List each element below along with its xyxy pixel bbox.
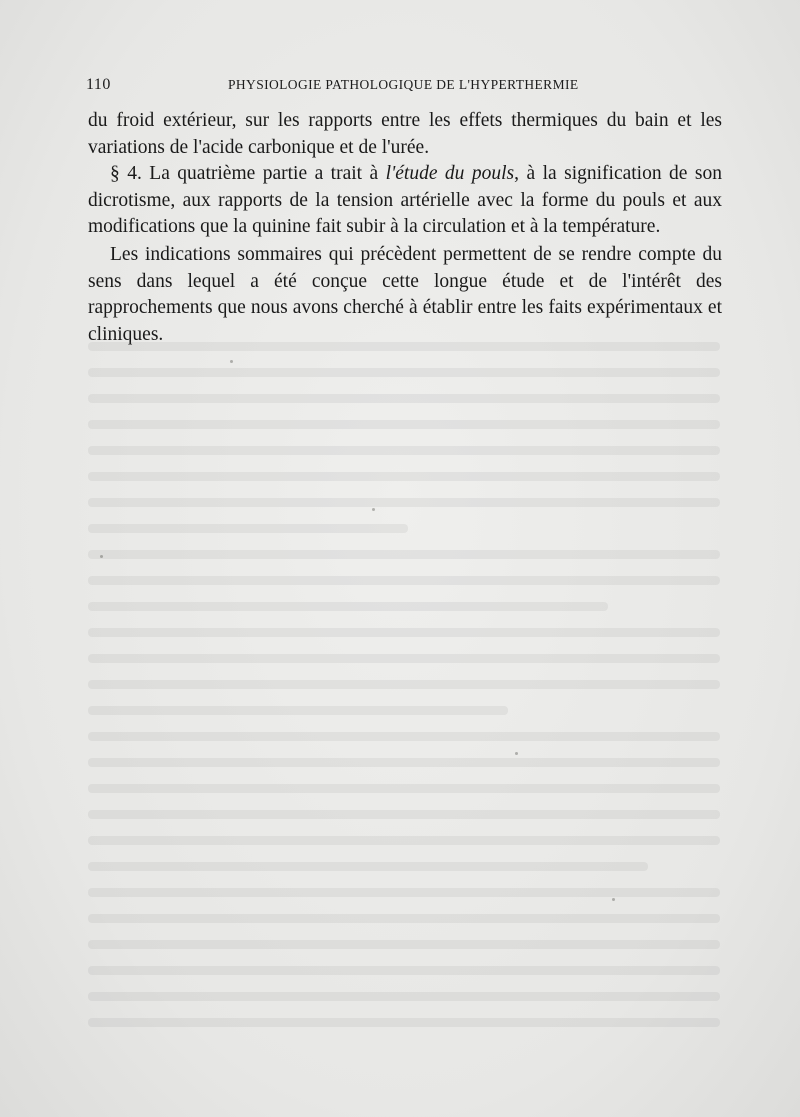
bleed-line <box>88 706 508 715</box>
bleed-line <box>88 420 720 429</box>
bleed-line <box>88 576 720 585</box>
bleed-line <box>88 498 720 507</box>
bleed-line <box>88 628 720 637</box>
bleed-line <box>88 784 720 793</box>
bleed-line <box>88 914 720 923</box>
bleed-line <box>88 472 720 481</box>
paragraph-conclusion: Les indications sommaires qui précèdent permettent de se rendre compte du sens dans lequel a été conçue cette longue étude et de l'intérêt des rapprochements que nous avons cherché à établir entre les faits expérimentaux et cliniques. <box>88 243 722 345</box>
bleed-line <box>88 524 408 533</box>
bleed-line <box>88 654 720 663</box>
bleed-line <box>88 602 608 611</box>
running-head <box>86 76 722 98</box>
page-number: 110 <box>86 76 111 93</box>
body-text <box>88 108 722 348</box>
bleed-line <box>88 1018 720 1027</box>
bleed-line <box>88 732 720 741</box>
bleed-line <box>88 550 720 559</box>
paragraph-section-4-end: , à la signification de son dicrotisme, aux rapports de la tension artérielle avec la forme du pouls et aux modifications que la quinine fait subir à la circulation et à la température. <box>88 163 722 238</box>
paper-speck <box>230 360 233 363</box>
bleed-line <box>88 836 720 845</box>
bleed-line <box>88 992 720 1001</box>
bleed-line <box>88 394 720 403</box>
paragraph-section-4-start: § 4. La quatrième partie a trait à <box>110 163 386 185</box>
bleed-line <box>88 888 720 897</box>
bleed-line <box>88 680 720 689</box>
paper-speck <box>372 508 375 511</box>
paragraph-continuation: du froid extérieur, sur les rapports entre les effets thermiques du bain et les variations de l'acide carbonique et de l'urée. <box>88 110 722 158</box>
bleed-line <box>88 758 720 767</box>
paper-speck <box>100 555 103 558</box>
running-title: PHYSIOLOGIE PATHOLOGIQUE DE L'HYPERTHERMIE <box>228 77 579 92</box>
bleed-line <box>88 368 720 377</box>
bleed-line <box>88 966 720 975</box>
bleed-line <box>88 940 720 949</box>
paper-speck <box>515 752 518 755</box>
bleed-line <box>88 862 648 871</box>
paragraph-section-4-italic: l'étude du pouls <box>385 163 515 185</box>
bleed-line <box>88 810 720 819</box>
bleed-through-texture <box>88 330 728 1050</box>
paragraph-section-4 <box>88 161 722 241</box>
paper-speck <box>612 898 615 901</box>
bleed-line <box>88 446 720 455</box>
